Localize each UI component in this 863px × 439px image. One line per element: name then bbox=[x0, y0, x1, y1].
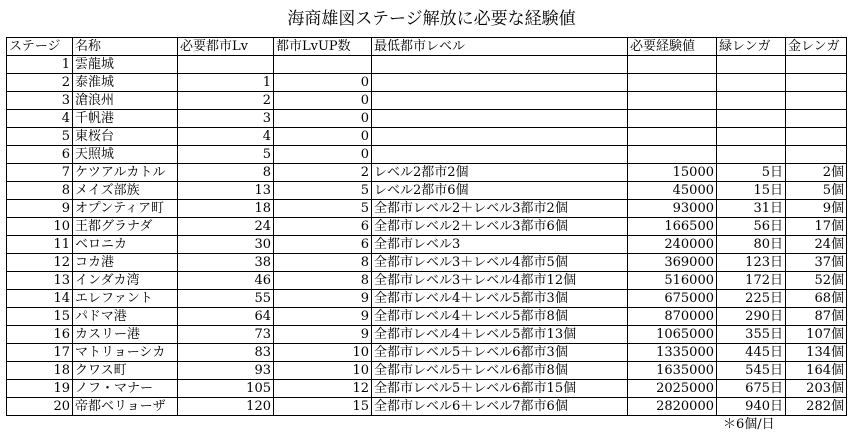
cell-name: エレファント bbox=[73, 290, 178, 308]
cell-min-city-level bbox=[372, 110, 628, 128]
cell-gold-brick bbox=[786, 56, 847, 74]
cell-required-city-lv: 83 bbox=[178, 344, 274, 362]
header-stage: ステージ bbox=[7, 38, 73, 56]
cell-gold-brick bbox=[786, 128, 847, 146]
table-row bbox=[7, 380, 847, 398]
cell-green-brick: 225日 bbox=[717, 290, 786, 308]
cell-required-exp bbox=[628, 92, 717, 110]
cell-name: 王都グラナダ bbox=[73, 218, 178, 236]
cell-green-brick: 675日 bbox=[717, 380, 786, 398]
cell-stage: 15 bbox=[7, 308, 73, 326]
cell-green-brick bbox=[717, 56, 786, 74]
cell-required-exp: 2025000 bbox=[628, 380, 717, 398]
cell-stage: 4 bbox=[7, 110, 73, 128]
cell-required-city-lv: 55 bbox=[178, 290, 274, 308]
cell-green-brick: 31日 bbox=[717, 200, 786, 218]
cell-gold-brick: 203個 bbox=[786, 380, 847, 398]
cell-city-lvup-count: 9 bbox=[274, 290, 372, 308]
cell-min-city-level: 全都市レベル2＋レベル3都市2個 bbox=[372, 200, 628, 218]
cell-stage: 6 bbox=[7, 146, 73, 164]
cell-gold-brick: 134個 bbox=[786, 344, 847, 362]
cell-required-exp: 369000 bbox=[628, 254, 717, 272]
cell-required-exp: 516000 bbox=[628, 272, 717, 290]
note: ＊6個/日 bbox=[723, 417, 775, 432]
cell-name: クワス町 bbox=[73, 362, 178, 380]
cell-city-lvup-count: 10 bbox=[274, 344, 372, 362]
cell-required-exp: 1635000 bbox=[628, 362, 717, 380]
cell-min-city-level: 全都市レベル3 bbox=[372, 236, 628, 254]
cell-city-lvup-count: 9 bbox=[274, 308, 372, 326]
cell-green-brick: 355日 bbox=[717, 326, 786, 344]
table-row bbox=[7, 146, 847, 164]
cell-min-city-level bbox=[372, 128, 628, 146]
cell-city-lvup-count: 6 bbox=[274, 218, 372, 236]
table-row bbox=[7, 272, 847, 290]
cell-name: 泰淮城 bbox=[73, 74, 178, 92]
cell-required-city-lv: 8 bbox=[178, 164, 274, 182]
cell-green-brick: 15日 bbox=[717, 182, 786, 200]
cell-gold-brick bbox=[786, 146, 847, 164]
cell-stage: 10 bbox=[7, 218, 73, 236]
cell-required-city-lv: 73 bbox=[178, 326, 274, 344]
header-green-brick: 緑レンガ bbox=[717, 38, 786, 56]
cell-green-brick: 5日 bbox=[717, 164, 786, 182]
cell-city-lvup-count: 12 bbox=[274, 380, 372, 398]
cell-required-city-lv: 4 bbox=[178, 128, 274, 146]
cell-min-city-level: レベル2都市2個 bbox=[372, 164, 628, 182]
header-required-exp: 必要経験値 bbox=[628, 38, 717, 56]
cell-green-brick bbox=[717, 74, 786, 92]
table-row bbox=[7, 290, 847, 308]
cell-name: ノフ・マナー bbox=[73, 380, 178, 398]
cell-required-city-lv: 38 bbox=[178, 254, 274, 272]
cell-gold-brick bbox=[786, 92, 847, 110]
cell-min-city-level: 全都市レベル4＋レベル5都市13個 bbox=[372, 326, 628, 344]
cell-green-brick bbox=[717, 92, 786, 110]
cell-name: コカ港 bbox=[73, 254, 178, 272]
cell-required-city-lv: 105 bbox=[178, 380, 274, 398]
table-row bbox=[7, 164, 847, 182]
cell-required-city-lv: 18 bbox=[178, 200, 274, 218]
cell-required-exp: 675000 bbox=[628, 290, 717, 308]
cell-name: パドマ港 bbox=[73, 308, 178, 326]
cell-required-city-lv: 24 bbox=[178, 218, 274, 236]
cell-stage: 3 bbox=[7, 92, 73, 110]
cell-city-lvup-count: 0 bbox=[274, 110, 372, 128]
table-row bbox=[7, 56, 847, 74]
table-row bbox=[7, 200, 847, 218]
cell-min-city-level: 全都市レベル4＋レベル5都市8個 bbox=[372, 308, 628, 326]
cell-required-exp bbox=[628, 146, 717, 164]
cell-city-lvup-count: 0 bbox=[274, 128, 372, 146]
cell-gold-brick: 9個 bbox=[786, 200, 847, 218]
cell-city-lvup-count: 0 bbox=[274, 92, 372, 110]
cell-name: 千帆港 bbox=[73, 110, 178, 128]
cell-gold-brick bbox=[786, 110, 847, 128]
cell-required-exp bbox=[628, 128, 717, 146]
cell-stage: 19 bbox=[7, 380, 73, 398]
cell-name: 滄浪州 bbox=[73, 92, 178, 110]
table-row bbox=[7, 92, 847, 110]
header-name: 名称 bbox=[73, 38, 178, 56]
header-city-lvup-count: 都市LvUP数 bbox=[274, 38, 372, 56]
cell-stage: 9 bbox=[7, 200, 73, 218]
table-row bbox=[7, 344, 847, 362]
cell-stage: 13 bbox=[7, 272, 73, 290]
cell-city-lvup-count: 0 bbox=[274, 74, 372, 92]
cell-stage: 8 bbox=[7, 182, 73, 200]
cell-stage: 2 bbox=[7, 74, 73, 92]
cell-stage: 1 bbox=[7, 56, 73, 74]
table-row bbox=[7, 326, 847, 344]
cell-required-exp: 1335000 bbox=[628, 344, 717, 362]
cell-min-city-level: 全都市レベル5＋レベル6都市15個 bbox=[372, 380, 628, 398]
cell-gold-brick: 107個 bbox=[786, 326, 847, 344]
header-gold-brick: 金レンガ bbox=[786, 38, 847, 56]
cell-gold-brick: 87個 bbox=[786, 308, 847, 326]
cell-required-city-lv: 64 bbox=[178, 308, 274, 326]
cell-required-city-lv: 120 bbox=[178, 398, 274, 416]
cell-required-city-lv: 46 bbox=[178, 272, 274, 290]
cell-min-city-level: 全都市レベル2＋レベル3都市6個 bbox=[372, 218, 628, 236]
cell-required-exp bbox=[628, 56, 717, 74]
cell-required-city-lv: 3 bbox=[178, 110, 274, 128]
cell-green-brick bbox=[717, 146, 786, 164]
cell-min-city-level: 全都市レベル6＋レベル7都市6個 bbox=[372, 398, 628, 416]
cell-required-exp: 15000 bbox=[628, 164, 717, 182]
stage-table bbox=[6, 37, 847, 416]
cell-min-city-level: レベル2都市6個 bbox=[372, 182, 628, 200]
cell-green-brick: 56日 bbox=[717, 218, 786, 236]
cell-green-brick: 290日 bbox=[717, 308, 786, 326]
cell-gold-brick: 164個 bbox=[786, 362, 847, 380]
cell-required-city-lv: 93 bbox=[178, 362, 274, 380]
cell-min-city-level bbox=[372, 74, 628, 92]
cell-min-city-level: 全都市レベル5＋レベル6都市8個 bbox=[372, 362, 628, 380]
cell-required-exp: 166500 bbox=[628, 218, 717, 236]
cell-name: ベロニカ bbox=[73, 236, 178, 254]
cell-stage: 20 bbox=[7, 398, 73, 416]
cell-required-city-lv: 5 bbox=[178, 146, 274, 164]
cell-green-brick: 123日 bbox=[717, 254, 786, 272]
table-row bbox=[7, 182, 847, 200]
page-title: 海商雄図ステージ解放に必要な経験値 bbox=[287, 9, 576, 29]
cell-required-exp: 2820000 bbox=[628, 398, 717, 416]
cell-required-city-lv: 30 bbox=[178, 236, 274, 254]
cell-green-brick: 172日 bbox=[717, 272, 786, 290]
table-row bbox=[7, 236, 847, 254]
cell-stage: 16 bbox=[7, 326, 73, 344]
cell-required-city-lv: 2 bbox=[178, 92, 274, 110]
cell-green-brick: 940日 bbox=[717, 398, 786, 416]
table-row bbox=[7, 218, 847, 236]
cell-stage: 14 bbox=[7, 290, 73, 308]
cell-required-exp: 93000 bbox=[628, 200, 717, 218]
cell-name: 東桜台 bbox=[73, 128, 178, 146]
cell-city-lvup-count: 0 bbox=[274, 146, 372, 164]
cell-city-lvup-count bbox=[274, 56, 372, 74]
cell-min-city-level bbox=[372, 56, 628, 74]
cell-stage: 18 bbox=[7, 362, 73, 380]
table-row bbox=[7, 308, 847, 326]
cell-required-exp: 240000 bbox=[628, 236, 717, 254]
table-row bbox=[7, 398, 847, 416]
cell-city-lvup-count: 5 bbox=[274, 182, 372, 200]
header-required-city-lv: 必要都市Lv bbox=[178, 38, 274, 56]
cell-gold-brick: 37個 bbox=[786, 254, 847, 272]
header-row bbox=[7, 38, 847, 56]
cell-name: ケツアルカトル bbox=[73, 164, 178, 182]
cell-gold-brick: 2個 bbox=[786, 164, 847, 182]
table-row bbox=[7, 254, 847, 272]
cell-min-city-level: 全都市レベル3＋レベル4都市5個 bbox=[372, 254, 628, 272]
cell-gold-brick: 17個 bbox=[786, 218, 847, 236]
cell-green-brick: 545日 bbox=[717, 362, 786, 380]
cell-stage: 7 bbox=[7, 164, 73, 182]
cell-stage: 12 bbox=[7, 254, 73, 272]
cell-gold-brick bbox=[786, 74, 847, 92]
cell-required-exp bbox=[628, 74, 717, 92]
cell-min-city-level bbox=[372, 92, 628, 110]
cell-name: インダカ湾 bbox=[73, 272, 178, 290]
cell-city-lvup-count: 6 bbox=[274, 236, 372, 254]
cell-min-city-level: 全都市レベル3＋レベル4都市12個 bbox=[372, 272, 628, 290]
cell-required-exp bbox=[628, 110, 717, 128]
cell-city-lvup-count: 5 bbox=[274, 200, 372, 218]
cell-name: オプンティア町 bbox=[73, 200, 178, 218]
cell-name: 天照城 bbox=[73, 146, 178, 164]
cell-required-city-lv bbox=[178, 56, 274, 74]
cell-gold-brick: 24個 bbox=[786, 236, 847, 254]
cell-gold-brick: 52個 bbox=[786, 272, 847, 290]
cell-city-lvup-count: 8 bbox=[274, 272, 372, 290]
cell-required-city-lv: 13 bbox=[178, 182, 274, 200]
cell-city-lvup-count: 2 bbox=[274, 164, 372, 182]
cell-name: 雲龍城 bbox=[73, 56, 178, 74]
cell-min-city-level: 全都市レベル5＋レベル6都市3個 bbox=[372, 344, 628, 362]
cell-city-lvup-count: 9 bbox=[274, 326, 372, 344]
cell-name: 帝都ベリョーザ bbox=[73, 398, 178, 416]
cell-name: マトリョーシカ bbox=[73, 344, 178, 362]
cell-gold-brick: 5個 bbox=[786, 182, 847, 200]
cell-green-brick: 80日 bbox=[717, 236, 786, 254]
cell-stage: 5 bbox=[7, 128, 73, 146]
cell-name: メイズ部族 bbox=[73, 182, 178, 200]
cell-stage: 11 bbox=[7, 236, 73, 254]
cell-city-lvup-count: 10 bbox=[274, 362, 372, 380]
cell-min-city-level bbox=[372, 146, 628, 164]
cell-city-lvup-count: 8 bbox=[274, 254, 372, 272]
cell-required-exp: 870000 bbox=[628, 308, 717, 326]
cell-stage: 17 bbox=[7, 344, 73, 362]
cell-name: カスリー港 bbox=[73, 326, 178, 344]
table-row bbox=[7, 362, 847, 380]
cell-required-city-lv: 1 bbox=[178, 74, 274, 92]
table-row bbox=[7, 74, 847, 92]
cell-gold-brick: 282個 bbox=[786, 398, 847, 416]
table-row bbox=[7, 110, 847, 128]
cell-green-brick bbox=[717, 110, 786, 128]
cell-green-brick bbox=[717, 128, 786, 146]
cell-min-city-level: 全都市レベル4＋レベル5都市3個 bbox=[372, 290, 628, 308]
cell-gold-brick: 68個 bbox=[786, 290, 847, 308]
cell-required-exp: 45000 bbox=[628, 182, 717, 200]
table-row bbox=[7, 128, 847, 146]
cell-city-lvup-count: 15 bbox=[274, 398, 372, 416]
cell-green-brick: 445日 bbox=[717, 344, 786, 362]
header-min-city-level: 最低都市レベル bbox=[372, 38, 628, 56]
cell-required-exp: 1065000 bbox=[628, 326, 717, 344]
